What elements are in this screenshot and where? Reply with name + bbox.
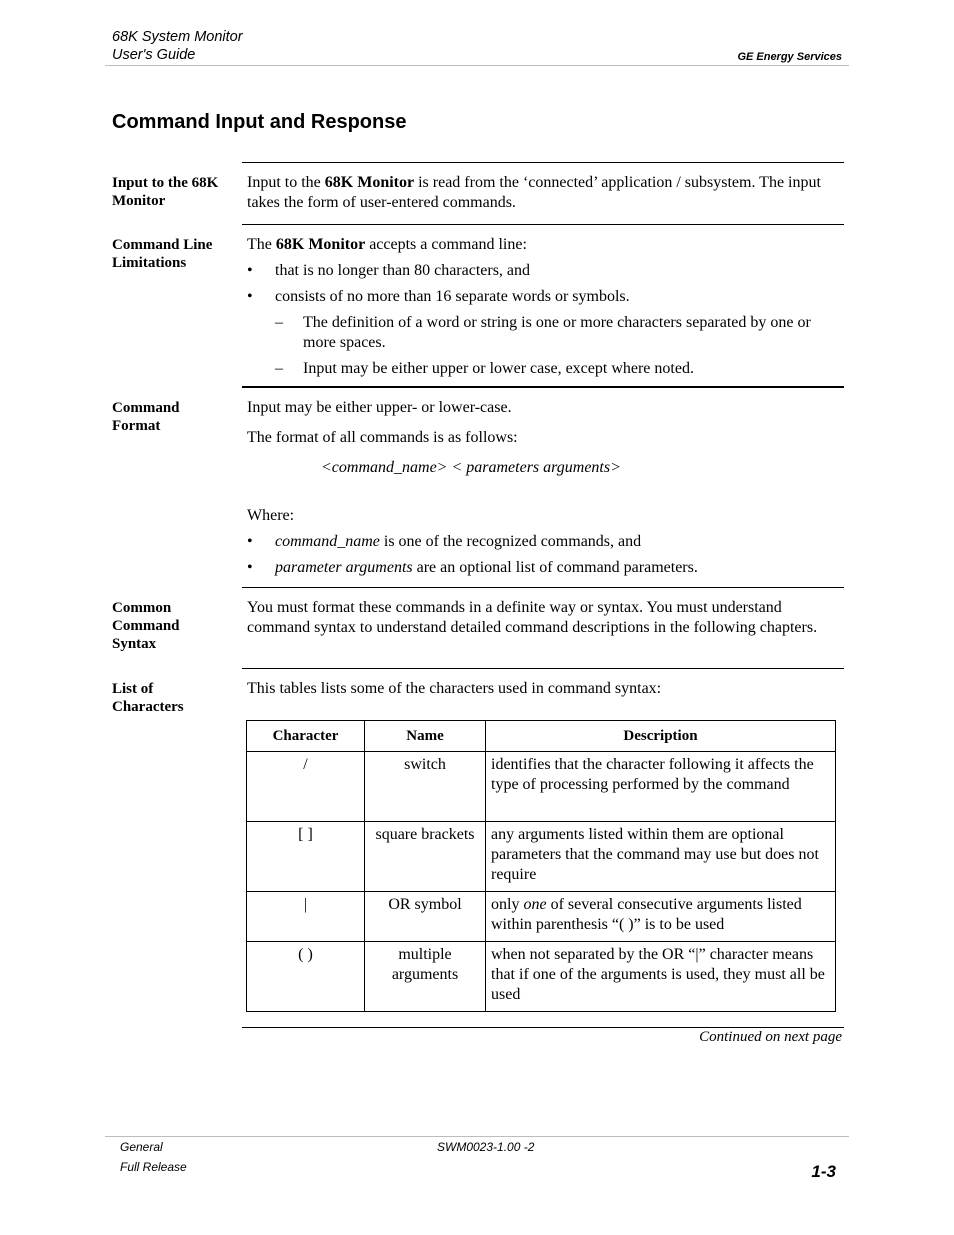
section-body-format	[247, 398, 837, 578]
where-label: Where:	[247, 507, 295, 524]
page-number: 1-3	[811, 1162, 836, 1181]
input-text-post: is read from the ‘connected’ application / subsystem. The input takes the form of user-entered commands.	[247, 174, 821, 211]
section-body-syntax	[247, 598, 837, 638]
limits-text-pre: The	[247, 236, 276, 253]
term-italic: parameter arguments	[275, 559, 413, 576]
section-label-format	[112, 399, 232, 435]
label-line: Syntax	[112, 636, 157, 652]
section-divider	[242, 224, 844, 225]
section-divider	[242, 1027, 844, 1028]
section-label-characters	[112, 680, 232, 716]
section-divider	[242, 668, 844, 669]
section-label-syntax	[112, 599, 232, 653]
sub-list-item: – The definition of a word or string is one or more characters separated by one or more spaces.	[247, 313, 837, 353]
syntax-paragraph: You must format these commands in a definite way or syntax. You must understand command syntax to understand detailed command descriptions in the following chapters.	[247, 599, 818, 636]
desc-italic: one	[523, 896, 547, 913]
section-label-input: Input to the 68K Monitor	[112, 175, 219, 209]
footer-release: Full Release	[120, 1160, 187, 1174]
continued-note: Continued on next page	[699, 1029, 842, 1045]
cell-name: OR symbol	[365, 892, 486, 942]
label-line: Common	[112, 600, 172, 616]
header-divider	[105, 65, 849, 66]
column-header: Name	[365, 721, 486, 752]
header-product: 68K System Monitor	[112, 29, 243, 45]
cell-description: identifies that the character following it affects the type of processing performed by the command	[486, 752, 836, 822]
label-line: Limitations	[112, 255, 187, 271]
cell-character: |	[247, 892, 365, 942]
format-line: Input may be either upper- or lower-case.	[247, 399, 512, 416]
command-syntax: <command_name> < parameters arguments>	[321, 459, 621, 476]
list-item: • that is no longer than 80 characters, and	[247, 261, 837, 281]
cell-name: square brackets	[365, 822, 486, 892]
footer-section: General	[120, 1140, 163, 1154]
table-row	[247, 822, 836, 892]
label-line: Command	[112, 618, 180, 634]
section-divider	[242, 386, 844, 388]
label-line: Characters	[112, 699, 184, 715]
table-row	[247, 892, 836, 942]
term-desc: are an optional list of command parameters.	[412, 559, 698, 576]
header-guide: User's Guide	[112, 47, 196, 63]
input-text-bold: 68K Monitor	[324, 174, 415, 191]
desc-text: of several consecutive arguments listed within parenthesis “( )” is to be used	[491, 896, 802, 933]
column-header: Character	[247, 721, 365, 752]
list-item	[247, 532, 837, 552]
section-body-characters	[247, 679, 837, 699]
running-header	[112, 28, 243, 64]
limits-text-post: accepts a command line:	[365, 236, 527, 253]
characters-intro: This tables lists some of the characters used in command syntax:	[247, 680, 662, 697]
section-label-limitations	[112, 236, 232, 272]
format-line: The format of all commands is as follows:	[247, 429, 518, 446]
section-divider	[242, 587, 844, 588]
section-divider	[242, 162, 844, 163]
cell-description	[486, 892, 836, 942]
desc-text: only	[491, 896, 524, 913]
table-row	[247, 942, 836, 1012]
cell-name: multiple arguments	[365, 942, 486, 1012]
section-body-input	[247, 173, 837, 213]
page-title: Command Input and Response	[112, 111, 407, 133]
list-item	[247, 558, 837, 578]
header-company: GE Energy Services	[737, 51, 842, 63]
input-text-pre: Input to the	[247, 174, 325, 191]
label-line: Format	[112, 418, 161, 434]
cell-description: when not separated by the OR “|” character means that if one of the arguments is used, they must all be used	[486, 942, 836, 1012]
limits-text-bold: 68K Monitor	[275, 236, 366, 253]
section-body-limitations	[247, 235, 837, 379]
label-line: Command Line	[112, 237, 213, 253]
term-desc: is one of the recognized commands, and	[379, 533, 642, 550]
limitations-intro	[247, 235, 837, 255]
cell-name: switch	[365, 752, 486, 822]
input-paragraph	[247, 173, 837, 213]
column-header: Description	[486, 721, 836, 752]
cell-character: ( )	[247, 942, 365, 1012]
footer-doc-id: SWM0023-1.00 -2	[437, 1140, 535, 1154]
term-italic: command_name	[275, 533, 380, 550]
label-line: List of	[112, 681, 154, 697]
cell-character: /	[247, 752, 365, 822]
list-item: • consists of no more than 16 separate words or symbols.	[247, 287, 837, 307]
cell-character: [ ]	[247, 822, 365, 892]
table-header-row	[247, 721, 836, 752]
cell-description: any arguments listed within them are optional parameters that the command may use but does not require	[486, 822, 836, 892]
footer-divider	[105, 1136, 849, 1137]
sub-list-item: – Input may be either upper or lower case, except where noted.	[247, 359, 837, 379]
characters-table	[246, 720, 836, 1012]
label-line: Command	[112, 400, 180, 416]
table-row	[247, 752, 836, 822]
